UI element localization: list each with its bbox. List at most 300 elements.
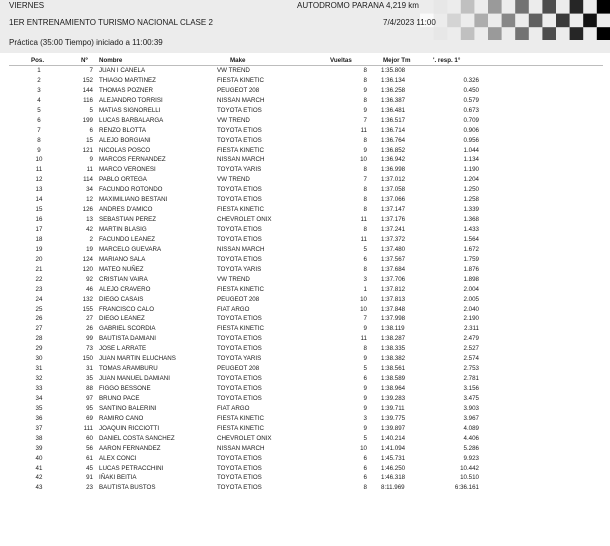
table-row xyxy=(9,384,603,394)
checker-square xyxy=(515,27,529,40)
cell-gap: 9.923 xyxy=(463,454,479,462)
cell-name: TOMAS ARAMBURU xyxy=(99,365,158,373)
cell-name: DIEGO LEANEZ xyxy=(99,315,145,323)
cell-number: 99 xyxy=(86,335,93,343)
cell-name: JUAN I CANELA xyxy=(99,67,146,74)
cell-best-time: 1:39.775 xyxy=(381,414,406,422)
checkered-flag-graphic xyxy=(420,0,610,40)
cell-number: 6 xyxy=(89,126,93,134)
cell-pos: 26 xyxy=(35,315,43,323)
table-row xyxy=(9,265,603,275)
cell-pos: 35 xyxy=(35,404,43,412)
cell-pos: 40 xyxy=(35,454,43,462)
cell-make: TOYOTA ETIOS xyxy=(217,235,262,243)
cell-laps: 9 xyxy=(363,424,367,432)
cell-make: TOYOTA ETIOS xyxy=(217,385,262,392)
cell-name: RAMIRO CANO xyxy=(99,414,144,422)
cell-make: VW TREND xyxy=(217,176,250,184)
cell-name: FRANCISCO CALO xyxy=(99,305,155,313)
cell-name: SEBASTIAN PEREZ xyxy=(99,216,157,224)
cell-pos: 2 xyxy=(37,76,41,84)
table-row xyxy=(9,454,603,464)
cell-make: FIESTA KINETIC xyxy=(217,285,264,293)
cell-gap: 1.339 xyxy=(463,206,479,214)
cell-name: BRUNO PACE xyxy=(99,394,140,402)
cell-gap: 1.044 xyxy=(463,146,479,154)
checker-square xyxy=(529,14,543,28)
table-row xyxy=(9,275,603,285)
cell-laps: 5 xyxy=(363,245,367,253)
table-row xyxy=(9,146,603,156)
cell-best-time: 1:37.706 xyxy=(381,275,406,283)
cell-number: 152 xyxy=(82,76,93,84)
checker-square xyxy=(488,0,502,14)
table-row xyxy=(9,195,603,205)
cell-make: FIESTA KINETIC xyxy=(217,424,264,432)
cell-pos: 42 xyxy=(35,474,43,482)
cell-best-time: 1:36.714 xyxy=(381,126,406,134)
cell-laps: 8 xyxy=(363,196,367,204)
cell-name: JUAN MARTIN ELUCHANS xyxy=(99,355,176,363)
cell-number: 7 xyxy=(89,67,93,74)
table-row xyxy=(9,126,603,136)
header-band xyxy=(0,0,610,53)
cell-make: PEUGEOT 208 xyxy=(217,295,260,303)
cell-pos: 34 xyxy=(35,394,43,402)
cell-laps: 8 xyxy=(363,136,367,144)
cell-gap: 1.564 xyxy=(463,235,479,243)
table-row xyxy=(9,235,603,245)
cell-number: 120 xyxy=(82,265,93,273)
table-row xyxy=(9,96,603,106)
cell-gap: 3.967 xyxy=(463,414,479,422)
cell-gap: 4.406 xyxy=(463,434,479,442)
cell-best-time: 1:37.567 xyxy=(381,255,406,263)
cell-number: 95 xyxy=(86,404,93,412)
table-row xyxy=(9,185,603,195)
table-row xyxy=(9,175,603,185)
cell-name: THOMAS POZNER xyxy=(99,86,153,94)
cell-best-time: 1:36.258 xyxy=(381,86,406,94)
cell-laps: 9 xyxy=(363,146,367,154)
cell-name: ALEJO CRAVERO xyxy=(99,285,151,293)
cell-make: TOYOTA ETIOS xyxy=(217,484,262,492)
cell-make: TOYOTA ETIOS xyxy=(217,464,262,472)
cell-best-time: 1:37.372 xyxy=(381,235,406,243)
cell-gap: 1.759 xyxy=(463,255,479,263)
table-row xyxy=(9,66,603,76)
table-row xyxy=(9,305,603,315)
cell-name: RENZO BLOTTA xyxy=(99,126,146,134)
cell-make: TOYOTA ETIOS xyxy=(217,394,262,402)
cell-make: TOYOTA ETIOS xyxy=(217,186,262,194)
table-row xyxy=(9,295,603,305)
cell-best-time: 1:37.058 xyxy=(381,186,406,194)
cell-best-time: 1:38.382 xyxy=(381,355,406,363)
cell-name: FACUNDO ROTONDO xyxy=(99,186,163,194)
cell-make: TOYOTA YARIS xyxy=(217,265,262,273)
checker-square xyxy=(597,27,610,40)
cell-best-time: 1:37.480 xyxy=(381,245,406,253)
cell-name: DIEGO CASAIS xyxy=(99,295,144,303)
cell-pos: 1 xyxy=(37,67,41,74)
cell-name: BAUTISTA BUSTOS xyxy=(99,484,156,492)
cell-laps: 8 xyxy=(363,67,367,74)
cell-number: 15 xyxy=(86,136,93,144)
cell-make: FIESTA KINETIC xyxy=(217,76,264,84)
cell-number: 61 xyxy=(86,454,93,462)
cell-laps: 3 xyxy=(363,275,367,283)
cell-laps: 8 xyxy=(363,76,367,84)
results-table xyxy=(9,56,603,493)
cell-pos: 17 xyxy=(35,226,43,233)
circuit-label: AUTODROMO PARANA 4,219 km xyxy=(297,1,419,10)
cell-number: 150 xyxy=(82,355,93,363)
cell-make: FIESTA KINETIC xyxy=(217,206,264,214)
cell-make: VW TREND xyxy=(217,67,250,74)
table-row xyxy=(9,136,603,146)
cell-laps: 3 xyxy=(363,414,367,422)
cell-laps: 9 xyxy=(363,355,367,363)
cell-make: TOYOTA ETIOS xyxy=(217,345,262,353)
cell-laps: 10 xyxy=(360,444,367,452)
cell-make: FIESTA KINETIC xyxy=(217,414,264,422)
cell-best-time: 1:35.808 xyxy=(381,67,406,74)
cell-name: BAUTISTA DAMIANI xyxy=(99,335,156,343)
cell-gap: 0.326 xyxy=(463,76,479,84)
cell-gap: 3.156 xyxy=(463,385,479,392)
cell-laps: 1 xyxy=(363,285,367,293)
cell-name: ALEJO BORGIANI xyxy=(99,136,151,144)
cell-name: CRISTIAN VAIRA xyxy=(99,275,148,283)
cell-pos: 33 xyxy=(35,385,43,392)
cell-laps: 6 xyxy=(363,255,367,263)
cell-pos: 41 xyxy=(35,464,43,472)
cell-laps: 6 xyxy=(363,474,367,482)
cell-make: TOYOTA ETIOS xyxy=(217,226,262,233)
cell-pos: 43 xyxy=(35,484,43,492)
cell-number: 73 xyxy=(86,345,93,353)
cell-best-time: 1:38.119 xyxy=(381,325,405,333)
cell-number: 34 xyxy=(86,186,93,194)
cell-pos: 7 xyxy=(37,126,41,134)
cell-gap: 1.250 xyxy=(463,186,479,194)
cell-pos: 22 xyxy=(35,275,43,283)
cell-gap: 4.089 xyxy=(463,424,479,432)
table-row xyxy=(9,364,603,374)
table-row xyxy=(9,205,603,215)
cell-number: 124 xyxy=(82,255,93,263)
cell-gap: 2.574 xyxy=(463,355,479,363)
cell-gap: 0.956 xyxy=(463,136,479,144)
checker-square xyxy=(434,27,448,40)
table-row xyxy=(9,324,603,334)
cell-best-time: 1:37.147 xyxy=(381,206,406,214)
cell-best-time: 1:36.852 xyxy=(381,146,406,154)
cell-make: CHEVROLET ONIX xyxy=(217,434,272,442)
cell-best-time: 1:36.942 xyxy=(381,156,406,164)
cell-pos: 18 xyxy=(35,235,43,243)
cell-number: 56 xyxy=(86,444,93,452)
cell-pos: 38 xyxy=(35,434,43,442)
cell-best-time: 1:38.964 xyxy=(381,385,406,392)
cell-gap: 0.673 xyxy=(463,106,479,114)
table-row xyxy=(9,464,603,474)
cell-best-time: 1:37.066 xyxy=(381,196,406,204)
cell-pos: 11 xyxy=(35,166,43,174)
cell-name: JUAN MANUEL DAMIANI xyxy=(99,375,170,383)
table-row xyxy=(9,404,603,414)
cell-best-time: 1:36.998 xyxy=(381,166,406,174)
cell-name: FIGGO BESSONE xyxy=(99,385,151,392)
checker-square xyxy=(447,14,461,28)
cell-pos: 8 xyxy=(37,136,41,144)
col-header-name: Nombre xyxy=(99,57,123,64)
cell-laps: 9 xyxy=(363,385,367,392)
checker-square xyxy=(556,14,570,28)
cell-number: 45 xyxy=(86,464,93,472)
cell-number: 111 xyxy=(83,424,93,432)
cell-gap: 2.753 xyxy=(463,365,479,373)
cell-name: MARCO VERONESI xyxy=(99,166,156,174)
cell-laps: 8 xyxy=(363,345,367,353)
cell-make: TOYOTA YARIS xyxy=(217,166,262,174)
cell-number: 19 xyxy=(86,245,93,253)
cell-gap: 2.005 xyxy=(463,295,479,303)
cell-number: 13 xyxy=(86,216,93,224)
table-row xyxy=(9,394,603,404)
cell-pos: 16 xyxy=(35,216,43,224)
cell-gap: 3.475 xyxy=(463,394,479,402)
cell-gap: 1.898 xyxy=(463,275,479,283)
cell-number: 116 xyxy=(83,96,93,104)
checker-square xyxy=(515,0,529,14)
cell-laps: 8 xyxy=(363,186,367,194)
checker-square xyxy=(474,14,488,28)
cell-best-time: 1:37.176 xyxy=(381,216,406,224)
table-row xyxy=(9,354,603,364)
cell-gap: 10.442 xyxy=(460,464,479,472)
checker-square xyxy=(583,14,597,28)
cell-best-time: 1:37.684 xyxy=(381,265,406,273)
cell-number: 35 xyxy=(86,375,93,383)
cell-best-time: 1:37.012 xyxy=(381,176,406,184)
cell-pos: 9 xyxy=(37,146,41,154)
cell-make: NISSAN MARCH xyxy=(217,156,265,164)
cell-make: TOYOTA ETIOS xyxy=(217,375,262,383)
cell-number: 60 xyxy=(86,434,93,442)
cell-gap: 2.004 xyxy=(463,285,479,293)
cell-name: MARIANO SALA xyxy=(99,255,146,263)
cell-number: 114 xyxy=(83,176,93,184)
table-row xyxy=(9,444,603,454)
cell-gap: 1.134 xyxy=(463,156,479,164)
cell-gap: 1.204 xyxy=(463,176,479,184)
cell-number: 42 xyxy=(86,226,93,233)
cell-make: FIAT ARGO xyxy=(217,404,250,412)
col-header-make: Make xyxy=(230,57,246,64)
cell-best-time: 1:37.813 xyxy=(381,295,406,303)
cell-number: 11 xyxy=(86,166,93,174)
cell-best-time: 1:38.335 xyxy=(381,345,406,353)
cell-laps: 8 xyxy=(363,96,367,104)
checker-square xyxy=(502,14,516,28)
cell-name: IÑAKI BEITIA xyxy=(99,474,137,482)
cell-name: FACUNDO LEANEZ xyxy=(99,235,156,243)
cell-name: MATEO NUÑEZ xyxy=(99,265,144,273)
cell-best-time: 1:39.283 xyxy=(381,394,406,402)
cell-laps: 8 xyxy=(363,206,367,214)
cell-make: TOYOTA ETIOS xyxy=(217,255,262,263)
cell-laps: 8 xyxy=(363,226,367,233)
session-info: Práctica (35:00 Tiempo) iniciado a 11:00:39 xyxy=(9,38,163,47)
cell-name: ANDRES D'AMICO xyxy=(99,206,153,214)
cell-name: MARTIN BLASIG xyxy=(99,226,147,233)
table-header-row xyxy=(9,56,603,66)
cell-gap: 0.906 xyxy=(463,126,479,134)
checker-square xyxy=(461,27,475,40)
cell-pos: 20 xyxy=(35,255,43,263)
cell-name: AARON FERNANDEZ xyxy=(99,444,161,452)
cell-number: 126 xyxy=(82,206,93,214)
cell-gap: 6:36.161 xyxy=(454,484,479,492)
cell-laps: 7 xyxy=(363,315,367,323)
cell-laps: 9 xyxy=(363,404,367,412)
cell-number: 88 xyxy=(86,385,93,392)
cell-pos: 30 xyxy=(35,355,43,363)
table-row xyxy=(9,86,603,96)
cell-pos: 29 xyxy=(35,345,43,353)
cell-name: THIAGO MARTINEZ xyxy=(99,76,156,84)
cell-pos: 5 xyxy=(37,106,41,114)
cell-laps: 8 xyxy=(363,166,367,174)
cell-gap: 2.311 xyxy=(463,325,479,333)
cell-make: FIESTA KINETIC xyxy=(217,146,264,154)
cell-number: 91 xyxy=(86,474,93,482)
col-header-number: Nº xyxy=(81,57,88,64)
cell-laps: 7 xyxy=(363,176,367,184)
cell-gap: 1.368 xyxy=(463,216,479,224)
table-row xyxy=(9,473,603,483)
cell-laps: 6 xyxy=(363,464,367,472)
table-row xyxy=(9,116,603,126)
day-label: VIERNES xyxy=(9,1,45,10)
cell-number: 2 xyxy=(89,235,93,243)
cell-pos: 28 xyxy=(35,335,43,343)
cell-pos: 31 xyxy=(35,365,43,373)
table-row xyxy=(9,225,603,235)
col-header-pos: Pos. xyxy=(31,57,45,64)
table-row xyxy=(9,245,603,255)
cell-pos: 3 xyxy=(37,86,41,94)
cell-make: TOYOTA ETIOS xyxy=(217,106,262,114)
cell-make: NISSAN MARCH xyxy=(217,444,265,452)
cell-best-time: 1:40.214 xyxy=(381,434,406,442)
cell-name: LUCAS PETRACCHINI xyxy=(99,464,164,472)
cell-pos: 21 xyxy=(35,265,43,273)
cell-pos: 12 xyxy=(35,176,43,184)
cell-laps: 9 xyxy=(363,86,367,94)
cell-best-time: 1:36.481 xyxy=(381,106,406,114)
cell-number: 69 xyxy=(86,414,93,422)
cell-laps: 10 xyxy=(360,156,367,164)
cell-best-time: 1:37.241 xyxy=(381,226,406,233)
event-title: 1ER ENTRENAMIENTO TURISMO NACIONAL CLASE 2 xyxy=(9,18,213,27)
cell-number: 9 xyxy=(89,156,93,164)
cell-number: 26 xyxy=(86,325,93,333)
cell-name: ALEX CONCI xyxy=(99,454,137,462)
col-header-laps: Vueltas xyxy=(330,57,352,64)
cell-laps: 11 xyxy=(360,216,367,224)
cell-pos: 27 xyxy=(35,325,43,333)
cell-name: JOSE L ARRATE xyxy=(99,345,147,353)
table-row xyxy=(9,414,603,424)
cell-number: 132 xyxy=(82,295,93,303)
cell-gap: 0.579 xyxy=(463,96,479,104)
cell-name: NICOLAS POSCO xyxy=(99,146,151,154)
cell-best-time: 8:11.969 xyxy=(381,484,405,492)
cell-pos: 32 xyxy=(35,375,43,383)
cell-make: TOYOTA ETIOS xyxy=(217,474,262,482)
cell-make: VW TREND xyxy=(217,275,250,283)
cell-gap: 1.190 xyxy=(463,166,479,174)
table-row xyxy=(9,344,603,354)
cell-make: NISSAN MARCH xyxy=(217,245,265,253)
cell-make: TOYOTA ETIOS xyxy=(217,126,262,134)
cell-laps: 5 xyxy=(363,365,367,373)
cell-best-time: 1:45.731 xyxy=(381,454,406,462)
cell-gap: 2.527 xyxy=(463,345,479,353)
cell-number: 155 xyxy=(82,305,93,313)
cell-name: ALEJANDRO TORRISI xyxy=(99,96,163,104)
cell-best-time: 1:38.287 xyxy=(381,335,406,343)
cell-name: MAXIMILIANO BESTANI xyxy=(99,196,168,204)
cell-number: 144 xyxy=(82,86,93,94)
cell-laps: 9 xyxy=(363,394,367,402)
cell-number: 12 xyxy=(86,196,93,204)
checker-square xyxy=(461,0,475,14)
cell-number: 199 xyxy=(82,116,93,124)
checker-square xyxy=(570,0,584,14)
cell-number: 121 xyxy=(82,146,93,154)
cell-laps: 11 xyxy=(360,126,367,134)
table-row xyxy=(9,76,603,86)
cell-laps: 8 xyxy=(363,484,367,492)
cell-gap: 2.479 xyxy=(463,335,479,343)
cell-make: TOYOTA ETIOS xyxy=(217,136,262,144)
cell-make: PEUGEOT 208 xyxy=(217,365,260,373)
cell-make: PEUGEOT 208 xyxy=(217,86,260,94)
cell-gap: 1.433 xyxy=(463,226,479,233)
cell-laps: 11 xyxy=(360,235,367,243)
cell-make: VW TREND xyxy=(217,116,250,124)
cell-best-time: 1:46.318 xyxy=(381,474,406,482)
cell-number: 5 xyxy=(89,106,93,114)
cell-laps: 10 xyxy=(360,295,367,303)
cell-gap: 2.190 xyxy=(463,315,479,323)
cell-pos: 13 xyxy=(35,186,43,194)
cell-name: MARCELO GUEVARA xyxy=(99,245,162,253)
cell-name: PABLO ORTEGA xyxy=(99,176,147,184)
table-row xyxy=(9,255,603,265)
checker-square xyxy=(488,27,502,40)
cell-laps: 11 xyxy=(360,335,367,343)
cell-pos: 10 xyxy=(35,156,43,164)
cell-number: 46 xyxy=(86,285,93,293)
cell-name: JOAQUIN RICCIOTTI xyxy=(99,424,160,432)
cell-best-time: 1:39.711 xyxy=(381,404,405,412)
table-row xyxy=(9,334,603,344)
